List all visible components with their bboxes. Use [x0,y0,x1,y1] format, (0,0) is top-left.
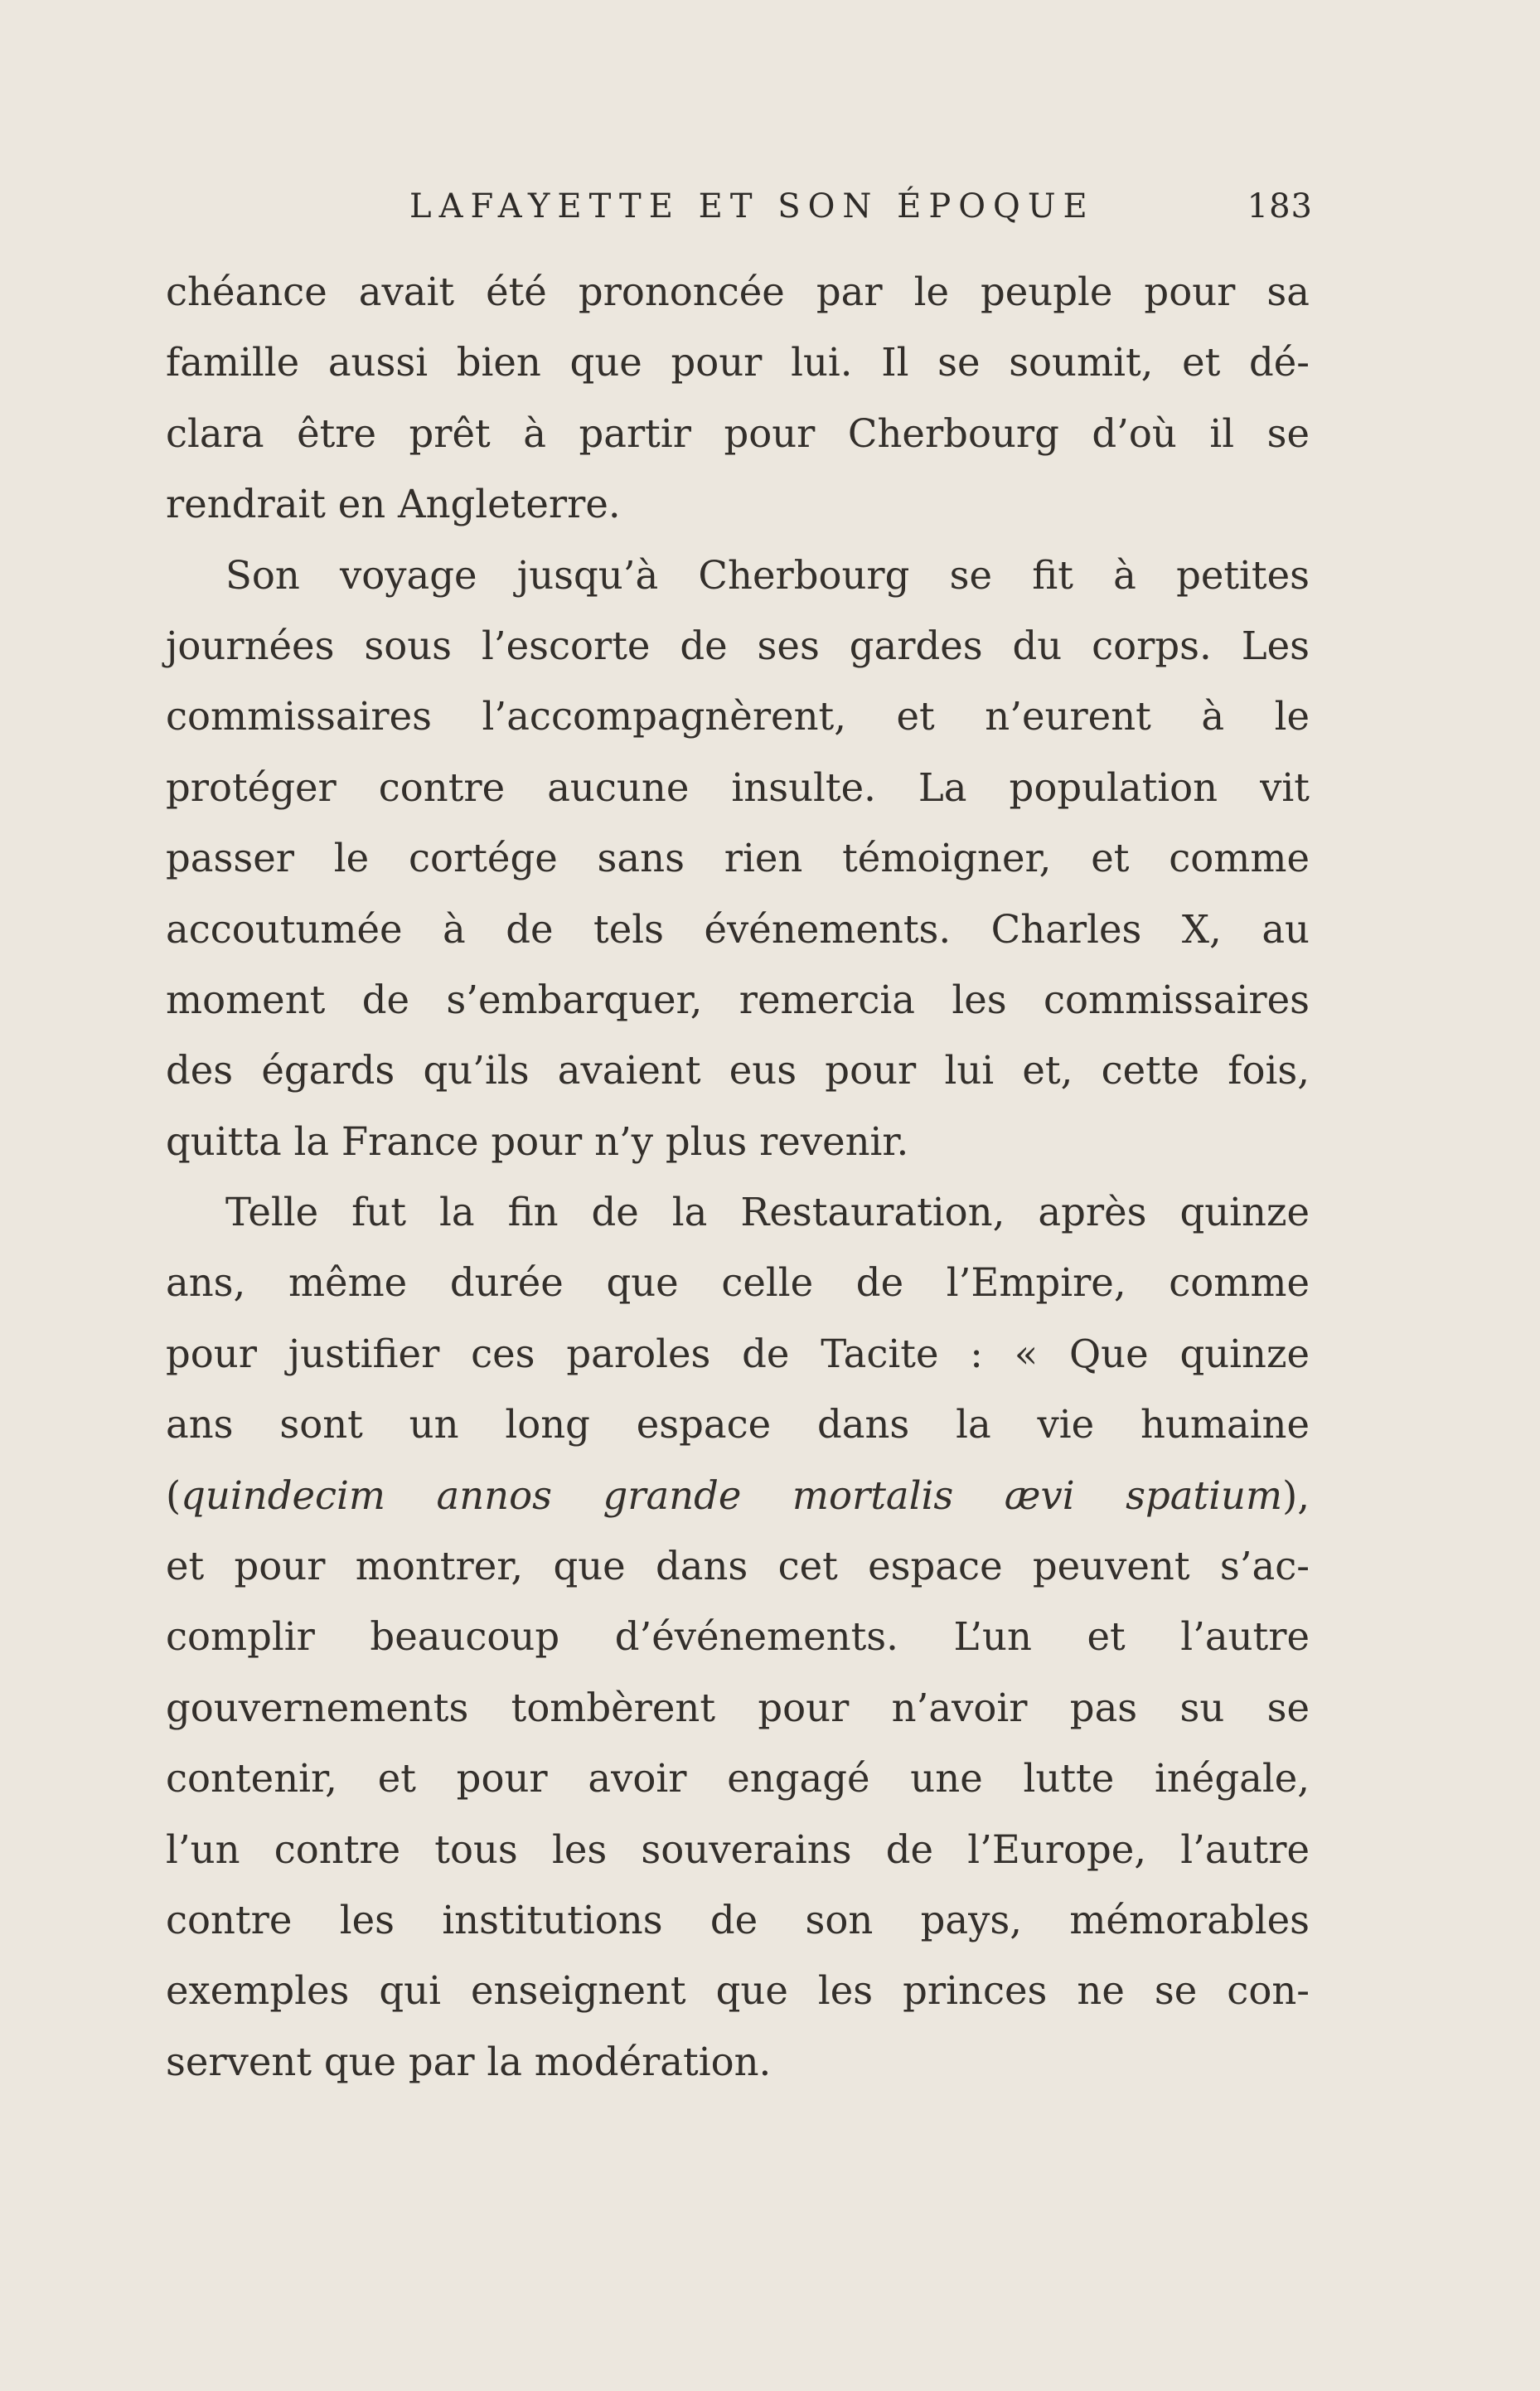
text-line: famille aussi bien que pour lui. Il se soumit, et dé- [166,340,1310,386]
text-line: journées sous l’escorte de ses gardes du corps. Les [166,623,1310,668]
latin-quote: quindecim annos grande mortalis ævi spatium [181,1472,1283,1518]
text-line: ans, même durée que celle de l’Empire, comme [166,1260,1310,1306]
close-paren: ), [1282,1472,1310,1518]
text-line: ans sont un long espace dans la vie humaine [166,1402,1310,1448]
text-line: et pour montrer, que dans cet espace peuvent s’ac- [166,1544,1310,1589]
text-line: servent que par la modération. [166,2039,772,2084]
open-paren: ( [166,1472,182,1518]
text-line: gouvernements tombèrent pour n’avoir pas su se [166,1685,1310,1730]
text-line: exemples qui enseignent que les princes ne se con- [166,1968,1310,2014]
text-line: passer le cortége sans rien témoigner, et comme [166,836,1310,881]
text-line: accoutumée à de tels événements. Charles X, au [166,906,1310,952]
text-line: quitta la France pour n’y plus revenir. [166,1118,909,1164]
text-line-latin-quote [166,1461,1310,1531]
page-header [409,187,1313,237]
text-line: des égards qu’ils avaient eus pour lui et, cette fois, [166,1048,1310,1094]
text-line: complir beaucoup d’événements. L’un et l’autre [166,1614,1310,1660]
text-line: rendrait en Angleterre. [166,482,621,527]
text-line: clara être prêt à partir pour Cherbourg d’où il se [166,410,1310,456]
text-line: moment de s’embarquer, remercia les commissaires [166,977,1310,1022]
body-text [166,257,1310,2098]
page-number: 183 [1247,187,1313,226]
text-line: pour justifier ces paroles de Tacite : « Que quinze [166,1331,1310,1376]
text-line: chéance avait été prononcée par le peuple pour sa [166,269,1310,314]
text-line: contre les institutions de son pays, mémorables [166,1897,1310,1942]
text-line: protéger contre aucune insulte. La population vit [166,764,1310,810]
text-line: Telle fut la fin de la Restauration, après quinze [225,1190,1310,1235]
text-line: l’un contre tous les souverains de l’Europe, l’autre [166,1826,1310,1872]
text-line: contenir, et pour avoir engagé une lutte inégale, [166,1756,1310,1802]
text-line: Son voyage jusqu’à Cherbourg se fit à petites [225,552,1310,598]
text-line: commissaires l’accompagnèrent, et n’eurent à le [166,694,1310,740]
running-title: LAFAYETTE ET SON ÉPOQUE [409,187,1095,226]
